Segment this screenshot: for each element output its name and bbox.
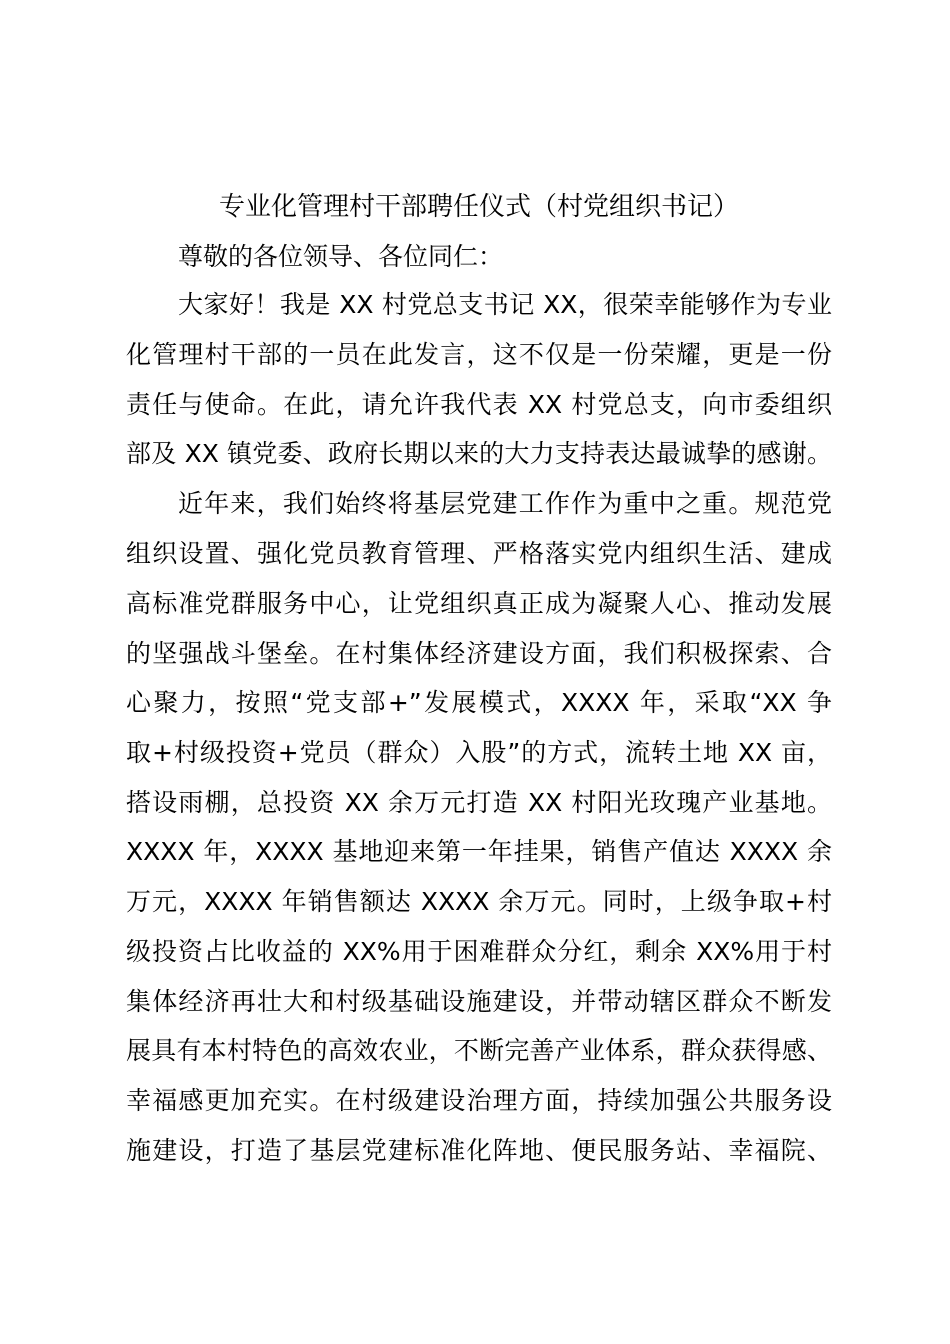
- paragraph-2-line-11: 集体经济再壮大和村级基础设施建设，并带动辖区群众不断发: [126, 987, 832, 1016]
- paragraph-1-line-1: 大家好！我是 XX 村党总支书记 XX，很荣幸能够作为专业: [178, 290, 832, 319]
- document-title: 专业化管理村干部聘任仪式（村党组织书记）: [218, 192, 739, 222]
- paragraph-2-line-4: 的坚强战斗堡垒。在村集体经济建设方面，我们积极探索、合: [126, 639, 832, 668]
- paragraph-2-line-6: 取+村级投资+党员（群众）入股”的方式，流转土地 XX 亩，: [126, 738, 832, 767]
- paragraph-2-line-3: 高标准党群服务中心，让党组织真正成为凝聚人心、推动发展: [126, 589, 832, 618]
- paragraph-2-line-5: 心聚力，按照“党支部+”发展模式，XXXX 年，采取“XX 争: [126, 688, 832, 717]
- paragraph-2-line-1: 近年来，我们始终将基层党建工作作为重中之重。规范党: [178, 489, 832, 518]
- paragraph-2-line-7: 搭设雨棚，总投资 XX 余万元打造 XX 村阳光玫瑰产业基地。: [126, 788, 832, 817]
- paragraph-2-line-12: 展具有本村特色的高效农业，不断完善产业体系，群众获得感、: [126, 1036, 832, 1065]
- salutation: 尊敬的各位领导、各位同仁：: [178, 242, 504, 271]
- paragraph-2-line-14: 施建设，打造了基层党建标准化阵地、便民服务站、幸福院、: [126, 1136, 832, 1165]
- paragraph-1-line-2: 化管理村干部的一员在此发言，这不仅是一份荣耀，更是一份: [126, 340, 832, 369]
- paragraph-2-line-10: 级投资占比收益的 XX%用于困难群众分红，剩余 XX%用于村: [126, 937, 832, 966]
- paragraph-2-line-13: 幸福感更加充实。在村级建设治理方面，持续加强公共服务设: [126, 1086, 832, 1115]
- paragraph-2-line-9: 万元，XXXX 年销售额达 XXXX 余万元。同时，上级争取+村: [126, 887, 832, 916]
- paragraph-1-line-3: 责任与使命。在此，请允许我代表 XX 村党总支，向市委组织: [126, 390, 832, 419]
- paragraph-2-line-2: 组织设置、强化党员教育管理、严格落实党内组织生活、建成: [126, 539, 832, 568]
- paragraph-2-line-8: XXXX 年，XXXX 基地迎来第一年挂果，销售产值达 XXXX 余: [126, 837, 832, 866]
- paragraph-1-line-4: 部及 XX 镇党委、政府长期以来的大力支持表达最诚挚的感谢。: [126, 439, 832, 468]
